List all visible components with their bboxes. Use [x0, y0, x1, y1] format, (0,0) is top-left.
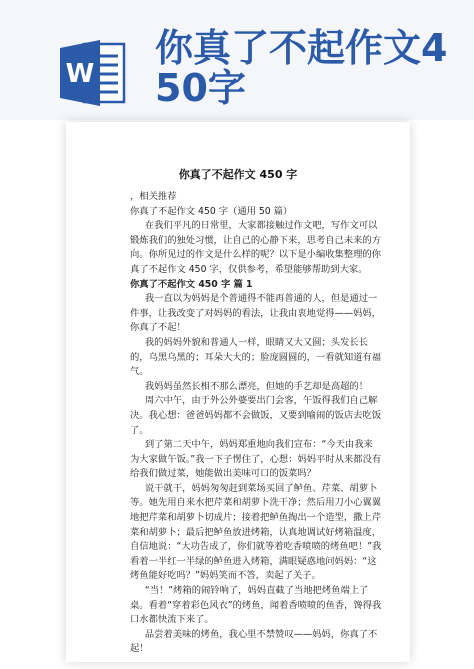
- header-banner: [0, 0, 474, 120]
- section-heading: 你真了不起作文 450 字 篇 1: [130, 278, 253, 290]
- paragraph: 周六中午，由于外公外婆要出门会客，午饭得我们自己解决。我心想：爸爸妈妈都不会做饭，又要到喻闹的饭店去吃饭了。: [130, 395, 382, 436]
- paragraph: ，相关推荐: [130, 191, 177, 202]
- paragraph: 我一直以为妈妈是个普通得不能再普通的人，但是通过一件事，让我改变了对妈妈的看法，让我由衷地觉得——妈妈，你真了不起！: [130, 293, 382, 334]
- paragraph: 我的妈妈外貌和普通人一样，眼睛又大又圆；头发长长的，乌黑乌黑的；耳朵大大的；脸庞圆圆的，一看就知道有福气。: [130, 336, 382, 378]
- word-document-icon: [60, 38, 126, 108]
- document-page: [66, 122, 410, 662]
- paragraph: 你真了不起作文 450 字（通用 50 篇）: [130, 205, 293, 217]
- page-title-line2: 50字: [155, 66, 246, 110]
- paragraph: 我妈妈虽然长相不那么漂亮，但她的手艺却是高超的！: [144, 380, 369, 392]
- paragraph: 到了第二天中午，妈妈郑重地向我们宣布：“今天由我来为大家做午饭。”我一下子愣住了，心想：妈妈平时从来都没有给我们做过菜，她能做出美味可口的饭菜吗？: [130, 439, 382, 480]
- paragraph: “当！”烤箱的闹铃响了，妈妈直截了当地把烤鱼端上了桌。看着“穿着彩色风衣”的烤鱼，闻着香喷喷的鱼香，馋得我口水都快流下来了。: [130, 585, 382, 626]
- document-title: 你真了不起作文 450 字: [178, 168, 298, 181]
- word-icon-letter: W: [65, 59, 95, 89]
- document-body: [130, 190, 382, 657]
- paragraph: 在我们平凡的日常里，大家都接触过作文吧，写作文可以锻炼我们的独处习惯，让自己的心静下来，思考自己未来的方向。你所见过的作文是什么样的呢？以下是小编收集整理的你真了不起作文 450 字，仅供参考，希望能够帮助到大家。: [130, 220, 382, 275]
- paragraph: 说干就干，妈妈匆匆赶到菜场买回了鲈鱼、芹菜、胡萝卜等。她先用自来水把芹菜和胡萝卜洗干净；然后用刀小心翼翼地把芹菜和胡萝卜切成片；接着把鲈鱼掏出一个造型，撒上芹菜和胡萝卜；最后把鲈鱼放进烤箱，认真地调试好烤箱温度，自信地说：“大功告成了，你们就等着吃香喷喷的烤鱼吧！”我看着一半红一半绿的鲈鱼进入烤箱，满眼疑惑地问妈妈：“这烤鱼能好吃吗？”妈妈笑而不答，卖起了关子。: [130, 482, 382, 582]
- paragraph: 品尝着美味的烤鱼，我心里不禁赞叹——妈妈，你真了不起！: [130, 628, 378, 655]
- page-title-line1: 你真了不起作文4: [155, 26, 448, 70]
